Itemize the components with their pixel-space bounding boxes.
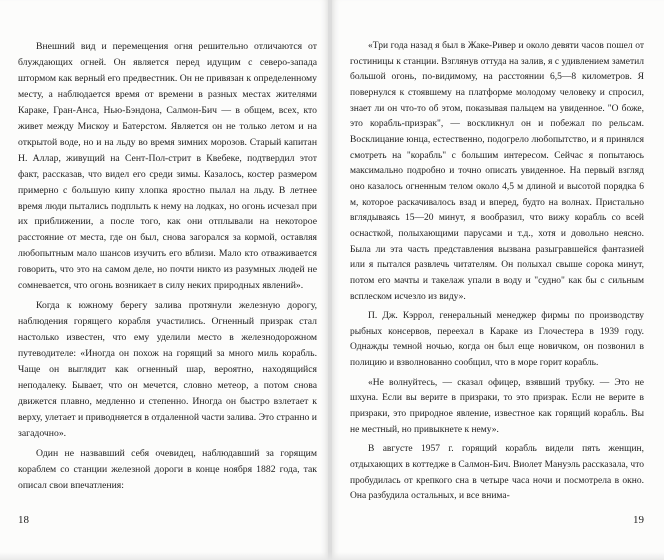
- page-bottom-shadow: [0, 552, 664, 560]
- left-page-text: [18, 39, 317, 494]
- page-number-left: 18: [18, 514, 29, 526]
- paragraph: П. Дж. Кэррол, генеральный менеджер фирмы по производству рыбных консервов, переехал в Караке из Глочестера в 1939 году. Однажды темной ночью, когда он был еще новичком, он позвонил в полицию и взволнованно сообщил, что в море горит корабль.: [350, 311, 644, 369]
- page-number-right: 19: [633, 514, 644, 526]
- paragraph: «Не волнуйтесь, — сказал офицер, взявший трубку. — Это не шхуна. Если вы верите в призраки, то это призрак. Если не верите в призраки, это природное явление, известное как горящий корабль. Вы не местный, но привыкнете к нему».: [350, 377, 644, 435]
- right-page: [332, 0, 664, 560]
- paragraph: «Три года назад я был в Жаке-Ривер и около девяти часов пошел от гостиницы к станции. Взглянув оттуда на залив, я с удивлением заметил большой огонь, по-видимому, на расстоянии 6,5—8 километров. Я повернулся к стоявшему на платформе молодому человеку и спросил, знает ли он что-то об этом, показывая пальцем на увиденное. "О боже, это корабль-призрак", — воскликнул он и побежал по рельсам. Восклицание юнца, естественно, подогрело любопытство, и я принялся смотреть на "корабль" с большим интересом. Сейчас я попытаюсь максимально подробно и точно описать увиденное. На первый взгляд оно казалось огненным телом около 4,5 м длиной и высотой порядка 6 м, которое раскачивалось взад и вперед, будто на волнах. Пристально вглядываясь 15—20 минут, я вообразил, что вижу корабль со всей оснасткой, полыхающими парусами и т.д., хотя и довольно неясно. Была ли эта часть представления вызвана разыгравшейся фантазией или я пытался развлечь читателям. Он полыхал свыше сорока минут, потом его мачты и такелаж упали в воду и "судно" как бы с сильным всплеском исчезло из виду».: [350, 41, 644, 302]
- paragraph: Внешний вид и перемещения огня решительно отличаются от блуждающих огней. Он является перед идущим с северо-запада штормом как верный его предвестник. Он не привязан к определенному месту, а наблюдается время от времени в разных местах жителями Караке, Гран-Анса, Нью-Бэндона, Салмон-Бич — в общем, всех, кто живет между Мискоу и Батерстом. Является он не только летом и на открытой воде, но и на льду во время зимних морозов. Старый капитан Н. Аллар, живущий на Сент-Пол-стрит в Квебеке, подтвердил этот факт, рассказав, что видел его среди зимы. Казалось, костер размером примерно с большую кипу хлопка яростно пылал на льду. В летнее время люди пытались подплыть к нему на лодках, но огонь исчезал при их приближении, а после того, как они отплывали на некоторое расстояние от места, где он был, снова загорался за кормой, оставляя любопытным мало шансов изучить его вблизи. Мало кто отваживается говорить, что это на самом деле, но почти никто из разумных людей не сомневается, что огонь возникает в силу неких природных явлений».: [18, 41, 317, 292]
- paragraph: Один не назвавший себя очевидец, наблюдавший за горящим кораблем со станции железной дороги в конце ноября 1882 года, так описал свои впечатления:: [18, 447, 317, 491]
- right-page-text: [350, 39, 644, 505]
- paragraph: Когда к южному берегу залива протянули железную дорогу, наблюдения горящего корабля участились. Огненный призрак стал настолько известен, что ему уделили место в железнодорожном путеводителе: «Иногда он похож на горящий за много миль корабль. Чаще он выглядит как огненный шар, вероятно, находящийся неподалеку. Бывает, что он мечется, словно метеор, а потом снова движется плавно, медленно и степенно. Иногда он быстро взлетает к верху, улетает и приводняется в отдаленной части залива. Это странно и загадочно».: [18, 300, 317, 439]
- paragraph: В августе 1957 г. горящий корабль видели пять женщин, отдыхающих в коттедже в Салмон-Бич. Виолет Мануэль рассказала, что пробудилась от крепкого сна в четыре часа ночи и посмотрела в окно. Она разбудила остальных, и все внима-: [350, 444, 644, 502]
- left-page: [0, 0, 328, 560]
